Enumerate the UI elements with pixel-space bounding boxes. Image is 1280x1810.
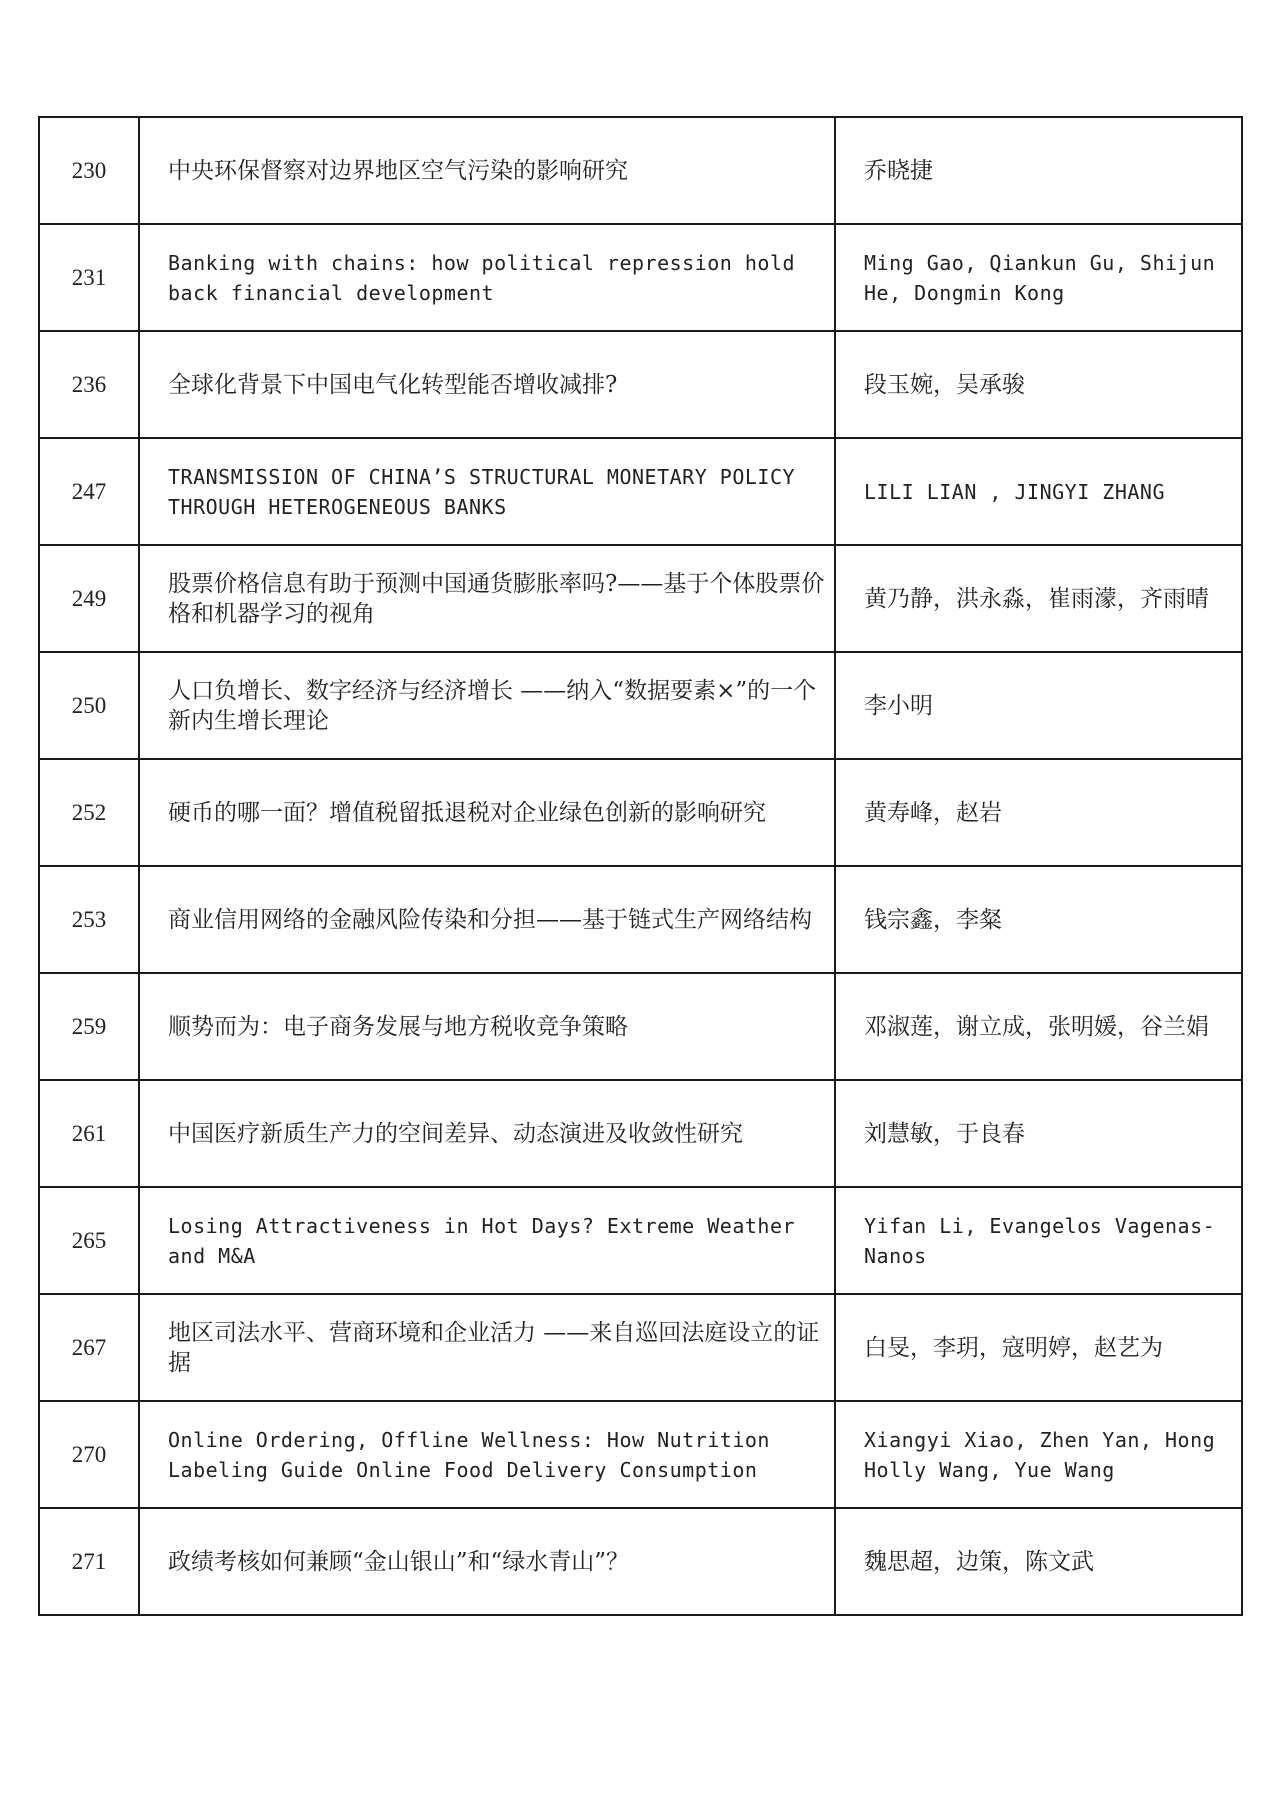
paper-id: 231: [71, 264, 107, 290]
paper-authors-cell: [835, 1401, 1242, 1508]
paper-authors: 黄寿峰，赵岩: [864, 799, 1002, 826]
paper-id-cell: [39, 1401, 139, 1508]
paper-id: 230: [71, 157, 107, 183]
paper-authors: 乔晓捷: [864, 157, 933, 184]
paper-title: 地区司法水平、营商环境和企业活力 ——来自巡回法庭设立的证据: [168, 1319, 820, 1376]
paper-authors-cell: [835, 438, 1242, 545]
paper-id-cell: [39, 117, 139, 224]
paper-title-cell: [139, 1508, 835, 1615]
paper-id-cell: [39, 1294, 139, 1401]
paper-authors: 邓淑莲，谢立成，张明媛，谷兰娟: [864, 1013, 1209, 1040]
paper-id-cell: [39, 1080, 139, 1187]
paper-title-cell: [139, 1187, 835, 1294]
paper-authors: Yifan Li, Evangelos Vagenas-Nanos: [864, 1213, 1216, 1268]
paper-title: 中央环保督察对边界地区空气污染的影响研究: [168, 157, 628, 184]
paper-id: 253: [71, 906, 107, 932]
table-row: [39, 545, 1242, 652]
table-row: [39, 117, 1242, 224]
paper-id: 267: [71, 1334, 107, 1360]
paper-title-cell: [139, 1294, 835, 1401]
table-row: [39, 1508, 1242, 1615]
paper-title: 政绩考核如何兼顾“金山银山”和“绿水青山”？: [168, 1548, 630, 1575]
paper-id-cell: [39, 438, 139, 545]
paper-id-cell: [39, 973, 139, 1080]
paper-title: 硬币的哪一面？增值税留抵退税对企业绿色创新的影响研究: [168, 799, 766, 826]
table-row: [39, 224, 1242, 331]
paper-id-cell: [39, 652, 139, 759]
paper-title-cell: [139, 1080, 835, 1187]
papers-table: [38, 116, 1243, 1616]
paper-id: 271: [71, 1548, 107, 1574]
paper-id: 259: [71, 1013, 107, 1039]
paper-title: TRANSMISSION OF CHINA’S STRUCTURAL MONETARY POLICY THROUGH HETEROGENEOUS BANKS: [168, 464, 796, 519]
papers-table-body: [39, 117, 1242, 1615]
paper-authors-cell: [835, 224, 1242, 331]
paper-authors-cell: [835, 331, 1242, 438]
paper-authors: 钱宗鑫，李粲: [864, 906, 1002, 933]
paper-id-cell: [39, 545, 139, 652]
paper-title-cell: [139, 224, 835, 331]
paper-id-cell: [39, 224, 139, 331]
paper-title-cell: [139, 759, 835, 866]
paper-title: 中国医疗新质生产力的空间差异、动态演进及收敛性研究: [168, 1120, 743, 1147]
table-row: [39, 973, 1242, 1080]
paper-authors: 段玉婉，吴承骏: [864, 371, 1025, 398]
paper-title: Online Ordering, Offline Wellness: How Nutrition Labeling Guide Online Food Delivery Consumption: [168, 1427, 770, 1482]
paper-title-cell: [139, 438, 835, 545]
paper-title: 人口负增长、数字经济与经济增长 ——纳入“数据要素×”的一个新内生增长理论: [168, 677, 817, 734]
paper-authors: 黄乃静，洪永淼，崔雨濛，齐雨晴: [864, 585, 1209, 612]
paper-authors-cell: [835, 1508, 1242, 1615]
paper-id: 236: [71, 371, 107, 397]
paper-title-cell: [139, 973, 835, 1080]
paper-title: 全球化背景下中国电气化转型能否增收减排?: [168, 371, 618, 398]
paper-authors-cell: [835, 652, 1242, 759]
paper-title: Banking with chains: how political repression hold back financial development: [168, 250, 796, 305]
paper-id-cell: [39, 331, 139, 438]
table-row: [39, 1080, 1242, 1187]
table-row: [39, 1401, 1242, 1508]
paper-authors-cell: [835, 759, 1242, 866]
paper-id: 249: [71, 585, 107, 611]
paper-id-cell: [39, 759, 139, 866]
table-row: [39, 652, 1242, 759]
paper-authors-cell: [835, 1187, 1242, 1294]
paper-authors-cell: [835, 866, 1242, 973]
paper-authors: 李小明: [864, 692, 933, 719]
paper-authors: 魏思超，边策，陈文武: [864, 1548, 1094, 1575]
paper-authors: Ming Gao, Qiankun Gu, Shijun He, Dongmin Kong: [864, 250, 1216, 305]
paper-id: 261: [71, 1120, 107, 1146]
paper-authors: 白旻，李玥，寇明婷，赵艺为: [864, 1334, 1163, 1361]
paper-authors-cell: [835, 1080, 1242, 1187]
paper-id-cell: [39, 1508, 139, 1615]
paper-authors: Xiangyi Xiao, Zhen Yan, Hong Holly Wang, Yue Wang: [864, 1427, 1216, 1482]
paper-id: 250: [71, 692, 107, 718]
paper-title: 顺势而为：电子商务发展与地方税收竞争策略: [168, 1013, 628, 1040]
paper-id-cell: [39, 866, 139, 973]
paper-id: 265: [71, 1227, 107, 1253]
paper-id: 252: [71, 799, 107, 825]
table-row: [39, 1294, 1242, 1401]
table-row: [39, 438, 1242, 545]
table-row: [39, 1187, 1242, 1294]
paper-title-cell: [139, 331, 835, 438]
paper-authors: LILI LIAN , JINGYI ZHANG: [864, 479, 1165, 504]
paper-title-cell: [139, 866, 835, 973]
table-row: [39, 331, 1242, 438]
paper-title-cell: [139, 652, 835, 759]
table-row: [39, 759, 1242, 866]
paper-title-cell: [139, 117, 835, 224]
paper-authors-cell: [835, 545, 1242, 652]
paper-authors-cell: [835, 1294, 1242, 1401]
paper-title: 商业信用网络的金融风险传染和分担——基于链式生产网络结构: [168, 906, 812, 933]
paper-authors: 刘慧敏，于良春: [864, 1120, 1025, 1147]
paper-authors-cell: [835, 117, 1242, 224]
paper-id: 247: [71, 478, 107, 504]
paper-title: 股票价格信息有助于预测中国通货膨胀率吗?——基于个体股票价格和机器学习的视角: [168, 570, 825, 627]
paper-id: 270: [71, 1441, 107, 1467]
paper-title-cell: [139, 1401, 835, 1508]
paper-title: Losing Attractiveness in Hot Days? Extreme Weather and M&A: [168, 1213, 796, 1268]
table-row: [39, 866, 1242, 973]
paper-authors-cell: [835, 973, 1242, 1080]
paper-id-cell: [39, 1187, 139, 1294]
paper-title-cell: [139, 545, 835, 652]
